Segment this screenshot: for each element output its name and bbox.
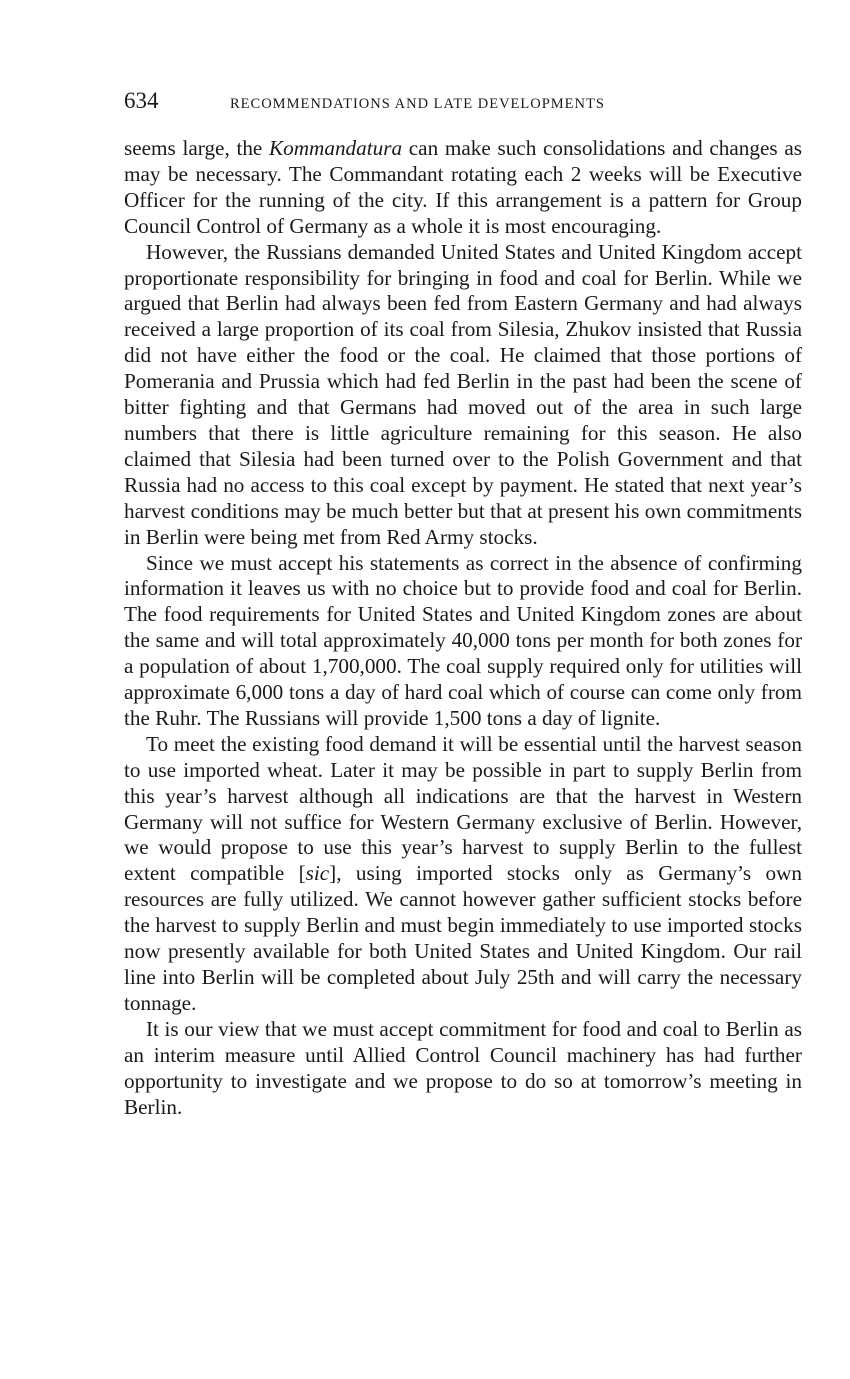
paragraph-1 <box>124 136 802 240</box>
paragraph-1-after: can make such consolidations and changes as may be necessary. The Commandant rotating each 2 weeks will be Executive Officer for the running of the city. If this arrangement is a pattern for Group Council Control of Germany as a whole it is most encouraging. <box>124 136 802 238</box>
paragraph-4-before: To meet the existing food demand it will be essential until the harvest season to use imported wheat. Later it may be possible in part to supply Berlin from this year’s harvest although all indications are that the harvest in Western Germany will not suffice for Western Germany exclusive of Berlin. However, we would propose to use this year’s harvest to supply Berlin to the fullest extent compatible [ <box>124 731 802 886</box>
paragraph-5: It is our view that we must accept commitment for food and coal to Berlin as an interim measure until Allied Control Council machinery has had further opportunity to investigate and we propose to do so at tomorrow’s meeting in Berlin. <box>124 1016 802 1119</box>
paragraph-1-emphasis: Kommandatura <box>269 136 403 160</box>
paragraph-4-emphasis: sic <box>305 861 330 886</box>
paragraph-3: Since we must accept his statements as correct in the absence of confirming information it leaves us with no choice but to provide food and coal for Berlin. The food requirements for United States and United Kingdom zones are about the same and will total approximately 40,000 tons per month for both zones for a population of about 1,700,000. The coal supply required only for utilities will approximate 6,000 tons a day of hard coal which of course can come only from the Ruhr. The Russians will provide 1,500 tons a day of lignite. <box>124 550 802 730</box>
body-text <box>124 136 802 1120</box>
paragraph-4 <box>124 732 802 1017</box>
paragraph-2: However, the Russians demanded United States and United Kingdom accept proportionate responsibility for bringing in food and coal for Berlin. While we argued that Berlin had always been fed from Eastern Germany and had always received a large proportion of its coal from Silesia, Zhukov insisted that Russia did not have either the food or the coal. He claimed that those portions of Pomerania and Prussia which had fed Berlin in the past had been the scene of bitter fighting and that Germans had moved out of the area in such large numbers that there is little agriculture remaining for this season. He also claimed that Silesia had been turned over to the Polish Government and that Russia had no access to this coal except by payment. He stated that next year’s harvest conditions may be much better but that at present his own commitments in Berlin were being met from Red Army stocks. <box>124 239 802 549</box>
paragraph-4-after: ], using imported stocks only as Germany’s own resources are fully utilized. We cannot however gather sufficient stocks before the harvest to supply Berlin and must begin immediately to use imported stocks now presently available for both United States and United Kingdom. Our rail line into Berlin will be completed about July 25th and will carry the necessary tonnage. <box>124 861 802 1015</box>
document-page <box>124 88 802 1120</box>
running-title: RECOMMENDATIONS AND LATE DEVELOPMENTS <box>230 96 605 112</box>
page-number: 634 <box>124 88 159 113</box>
paragraph-1-before: seems large, the <box>124 136 270 160</box>
running-header <box>124 88 802 118</box>
